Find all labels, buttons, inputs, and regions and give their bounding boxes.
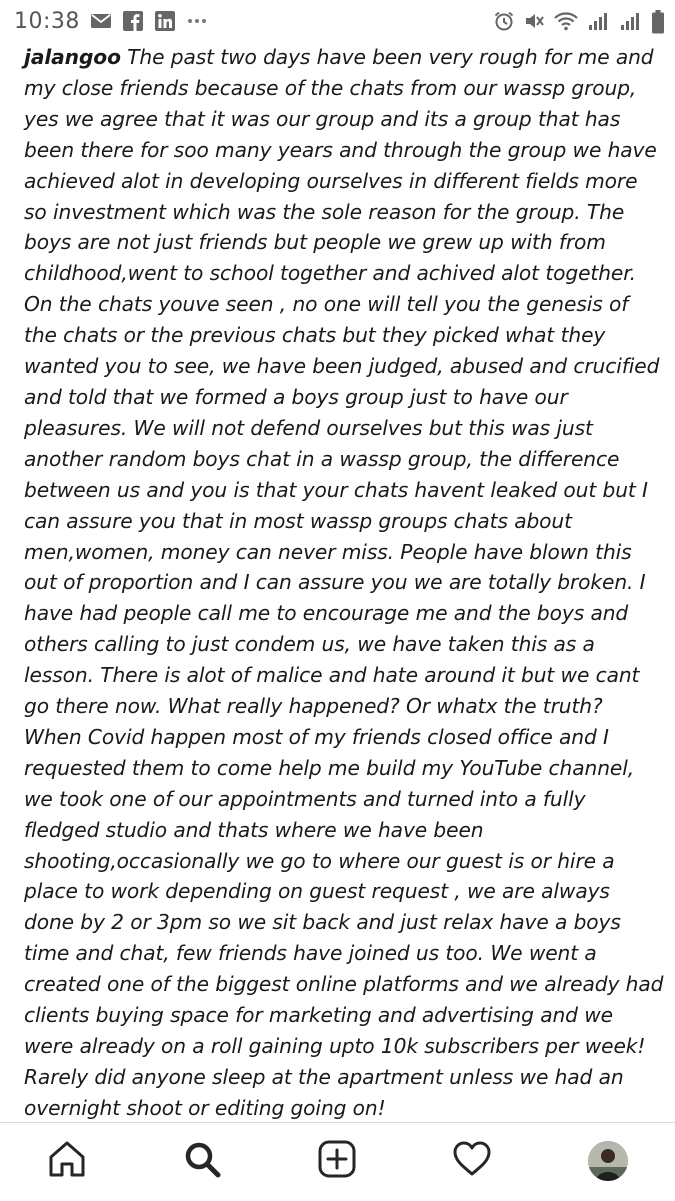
post-username[interactable]: jalangoo [24,45,121,69]
profile-avatar[interactable] [588,1141,628,1181]
mail-icon [90,10,112,32]
new-post-icon [315,1137,359,1185]
linkedin-icon [154,10,176,32]
status-left [14,4,208,38]
home-icon [45,1137,89,1185]
status-time: 10:38 [14,8,80,34]
bottom-navigation [0,1122,675,1201]
nav-search-button[interactable] [178,1137,226,1185]
nav-home-button[interactable] [43,1137,91,1185]
status-right [493,6,665,36]
wifi-icon [553,10,579,32]
nav-activity-button[interactable] [448,1137,496,1185]
facebook-icon [122,10,144,32]
more-dots-icon [186,10,208,32]
alarm-icon [493,10,515,32]
mute-icon [523,10,545,32]
heart-icon [450,1137,494,1185]
search-icon [180,1137,224,1185]
battery-icon [651,10,665,32]
post-caption-text: The past two days have been very rough for me and my close friends because of the chats from our wassp group, yes we agree that it was our group and its a group that has been there for soo many years and through the group we have achieved alot in developing ourselves in different fields more so investment which was the sole reason for the group. The boys are not just friends but people we grew up with from childhood,went to school together and achived alot together. On the chats youve seen , no one will tell you the genesis of the chats or the previous chats but they picked what they wanted you to see, we have been judged, abused and crucified and told that we formed a boys group just to have our pleasures. We will not defend ourselves but this was just another random boys chat in a wassp group, the difference between us and you is that your chats havent leaked out but I can assure you that in most wassp groups chats about men,women, money can never miss. People have blown this out of proportion and I can assure you we are totally broken. I have had people call me to encourage me and the boys and others calling to just condem us, we have taken this as a lesson. There is alot of malice and hate around it but we cant go there now. What really happened? Or whatx the truth? When Covid happen most of my friends closed office and I requested them to come help me build my YouTube channel, we took one of our appointments and turned into a fully fledged studio and thats where we have been shooting,occasionally we go to where our guest is or hire a place to work depending on guest request , we are always done by 2 or 3pm so we sit back and just relax have a boys time and chat, few friends have joined us too. We went a created one of the biggest online platforms and we already had clients buying space for marketing and advertising and we were already on a roll gaining upto 10k subscribers per week! Rarely did anyone sleep at the apartment unless we had an overnight shoot or editing going on! [24,45,664,1120]
post-caption [24,42,664,1124]
signal-icon [587,10,611,32]
nav-new-post-button[interactable] [313,1137,361,1185]
status-bar [0,0,675,42]
signal-icon [619,10,643,32]
